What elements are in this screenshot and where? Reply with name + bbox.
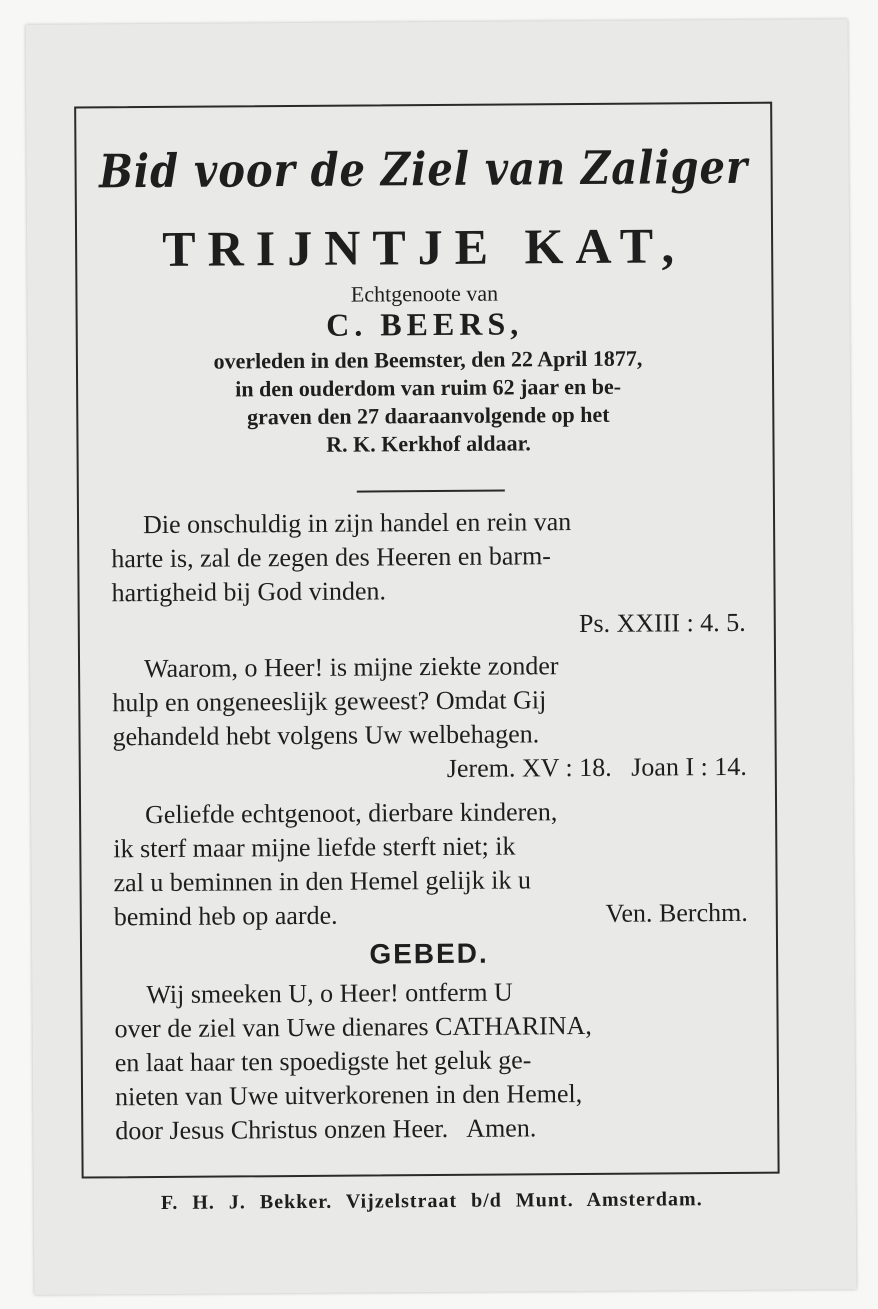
spouse-label: Echtgenoote van [350, 280, 499, 307]
verse-jeremiah [112, 648, 753, 788]
verse-line: Die onschuldig in zijn handel en rein van [142, 507, 572, 540]
card-border-frame [74, 102, 779, 1179]
prayer-text [114, 974, 755, 1148]
detail-line: R. K. Kerkhof aldaar. [326, 430, 531, 457]
detail-line: in den ouderdom van ruim 62 jaar en be- [235, 373, 622, 402]
verse-reference: Ven. Berchm. [605, 897, 748, 928]
spouse-name: C. BEERS, [326, 305, 524, 343]
verse-reference: Jerem. XV : 18. Joan I : 14. [446, 751, 747, 783]
verse-line: gehandeld hebt volgens Uw welbehagen. [112, 719, 540, 752]
verse-reference: Ps. XXIII : 4. 5. [578, 607, 746, 639]
verse-line: zal u beminnen in den Hemel gelijk ik u [113, 865, 532, 898]
prayer-title: GEBED. [369, 937, 489, 970]
verse-line: Geliefde echtgenoot, dierbare kinderen, [144, 797, 558, 830]
prayer-line: door Jesus Christus onzen Heer. Amen. [115, 1113, 537, 1146]
detail-line: graven den 27 daaraanvolgende op het [247, 401, 610, 430]
deceased-name: TRIJNTJE KAT, [162, 217, 687, 277]
divider-rule [357, 490, 505, 493]
prayer-line: Wij smeeken U, o Heer! ontferm U [146, 977, 513, 1010]
verse-line: hartigheid bij God vinden. [111, 576, 387, 608]
prayer-line: en laat haar ten spoedigste het geluk ge- [114, 1045, 532, 1078]
verse-line: bemind heb op aarde. [113, 900, 338, 932]
card-heading: Bid voor de Ziel van Zaliger [98, 140, 749, 199]
prayer-line: over de ziel van Uwe dienares CATHARINA, [114, 1010, 592, 1044]
verse-line: hulp en ongeneeslijk geweest? Omdat Gij [112, 685, 547, 718]
verse-berchmans [113, 794, 754, 934]
printer-imprint: F. H. J. Bekker. Vijzelstraat b/d Munt. Amsterdam. [160, 1188, 703, 1214]
death-details [98, 344, 759, 461]
verse-line: Waarom, o Heer! is mijne ziekte zonder [143, 651, 559, 684]
memorial-card [26, 19, 857, 1295]
prayer-line: nieten van Uwe uitverkorenen in den Hemel, [114, 1079, 583, 1112]
verse-psalm [111, 504, 752, 644]
detail-line: overleden in den Beemster, den 22 April 1877, [213, 345, 643, 374]
verse-line: harte is, zal de zegen des Heeren en barm- [111, 541, 552, 574]
verse-line: ik sterf maar mijne liefde sterft niet; ik [113, 831, 516, 864]
verse-last-line [114, 896, 754, 934]
